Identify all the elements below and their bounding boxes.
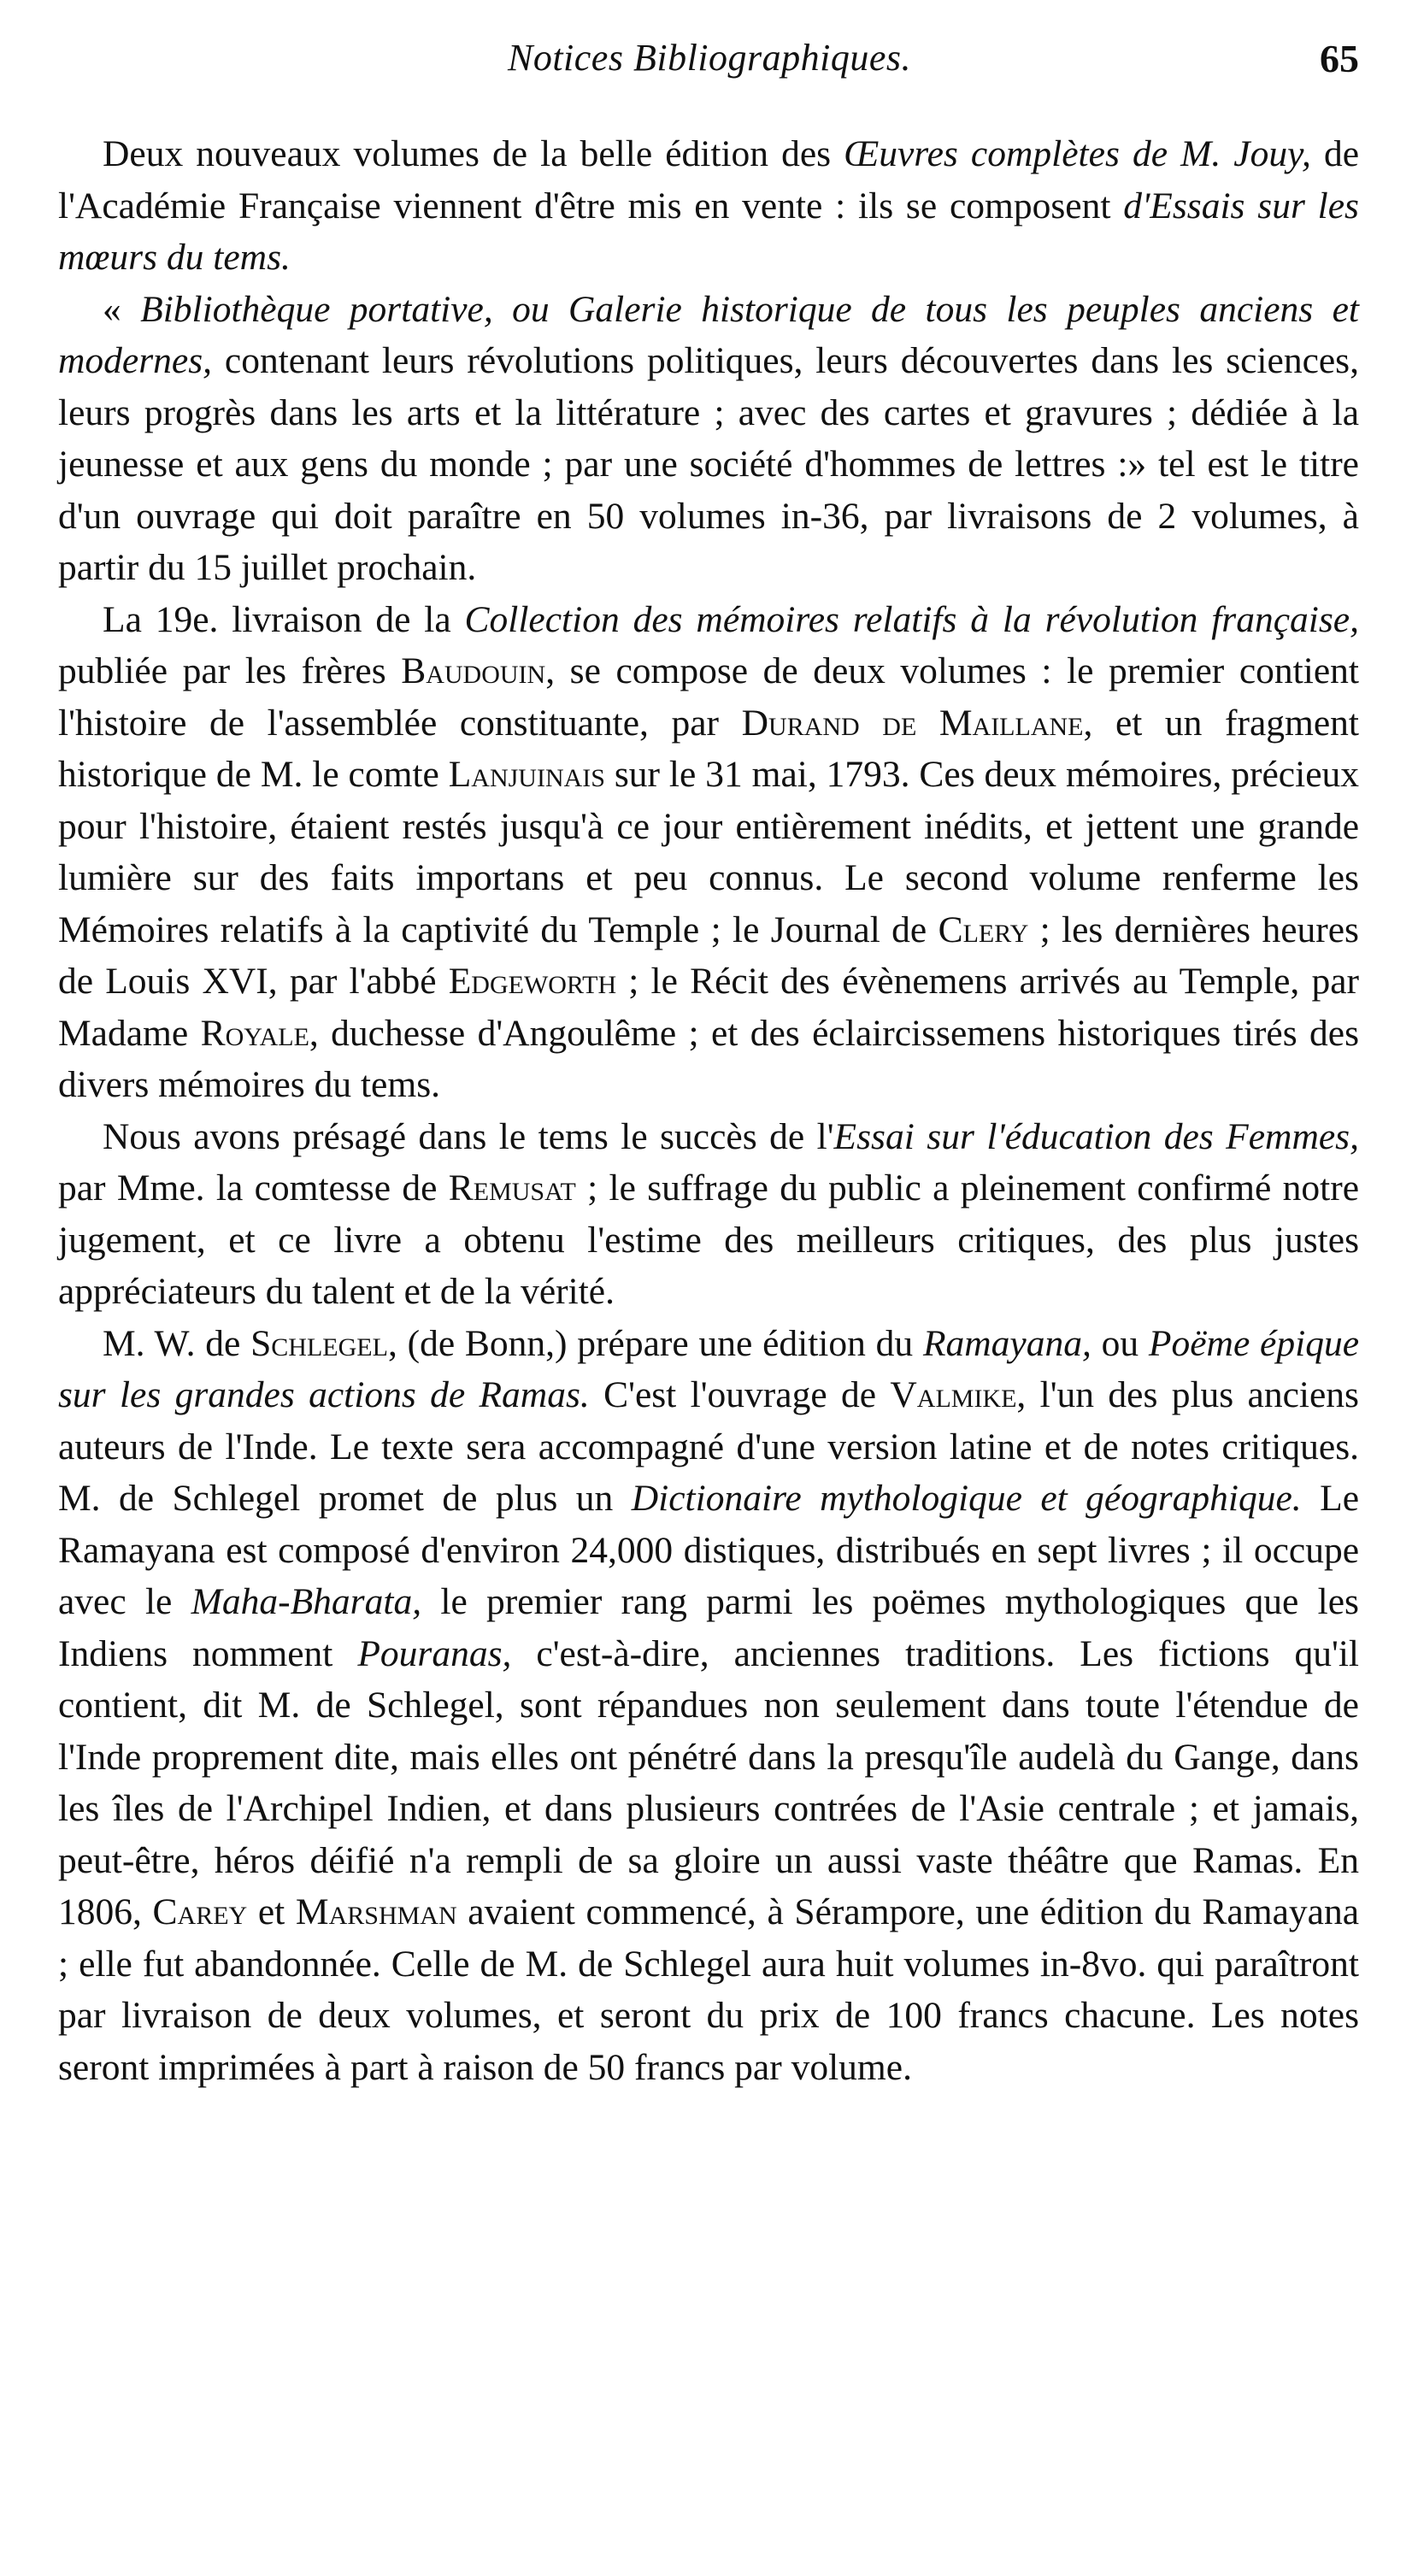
p2-work-title: Bibliothèque portative, ou Galerie historique de tous les peuples anciens et modernes, (58, 288, 1359, 381)
p3-text-2: publiée par les frères (58, 650, 402, 691)
p1-essay-title: d'Essais sur les mœurs du tems. (58, 185, 1359, 278)
p3-text-7: ; le Récit des évènemens arrivés au Temple, par Madame (58, 961, 1359, 1054)
p5-text-9: et (247, 1891, 296, 1932)
p3-text-1: La 19e. livraison de la (103, 598, 465, 640)
p5-text-2: , (de Bonn,) prépare une édition du (387, 1322, 923, 1364)
p5-dictionaire-title: Dictionaire mythologique et géographique. (631, 1478, 1302, 1519)
paragraph-bibliotheque-portative (58, 284, 1359, 594)
p3-name-clery: Clery (938, 909, 1029, 950)
p5-mahabharata-title: Maha-Bharata, (191, 1581, 422, 1622)
page-number: 65 (1320, 37, 1359, 80)
running-title: Notices Bibliographiques. (507, 37, 912, 79)
p4-text-2: par Mme. la comtesse de (58, 1167, 449, 1209)
paragraph-schlegel-ramayana (58, 1318, 1359, 2094)
paragraph-collection-memoires (58, 594, 1359, 1111)
p3-name-lanjuinais: Lanjuinais (448, 754, 605, 795)
p4-text-1: Nous avons présagé dans le tems le succès de l' (103, 1115, 834, 1157)
p3-text-8: , duchesse d'Angoulême ; et des éclaircissemens historiques tirés des divers mémoires du tems. (58, 1012, 1360, 1105)
p5-name-marshman: Marshman (295, 1891, 457, 1932)
p4-text-3: ; le suffrage du public a pleinement confirmé notre jugement, et ce livre a obtenu l'estime des meilleurs critiques, des plus justes appréciateurs du talent et de la vérité. (58, 1167, 1359, 1312)
p5-text-1: M. W. de (103, 1322, 251, 1364)
p3-name-baudouin: Baudouin (401, 650, 546, 691)
paragraph-jouy-works (58, 128, 1359, 284)
p2-text-1: contenant leurs révolutions politiques, leurs découvertes dans les sciences, leurs progrès dans les arts et la littérature ; avec des cartes et gravures ; dédiée à la jeunesse et aux gens du monde ; par une société d'hommes de lettres :» tel est le titre d'un ouvrage qui doit paraître en 50 volumes in-36, par livraisons de 2 volumes, à partir du 15 juillet prochain. (58, 340, 1359, 588)
p5-name-valmike: Valmike (890, 1374, 1017, 1415)
p3-text-5: sur le 31 mai, 1793. Ces deux mémoires, précieux pour l'histoire, étaient restés jusqu'à ce jour entièrement inédits, et jettent une grande lumière sur des faits importans et peu connus. Le second volume renferme les Mémoires relatifs à la captivité du Temple ; le Journal de (58, 754, 1359, 950)
paragraph-essai-education (58, 1111, 1359, 1318)
p5-pouranas-term: Pouranas, (357, 1632, 512, 1674)
p5-name-schlegel: Schlegel (250, 1322, 388, 1364)
p5-text-10: avaient commencé, à Sérampore, une édition du Ramayana ; elle fut abandonnée. Celle de M. de Schlegel aura huit volumes in-8vo. qui paraîtront par livraison de deux volumes, et seront du prix de 100 francs chacune. Les notes seront imprimées à part à raison de 50 francs par volume. (58, 1891, 1359, 2088)
p3-collection-title: Collection des mémoires relatifs à la révolution française, (464, 598, 1359, 640)
running-head (60, 36, 1359, 96)
text-body (58, 128, 1359, 2093)
p3-name-royale: Royale (200, 1012, 309, 1054)
p5-poeme-title: Poëme épique sur les grandes actions de Ramas. (58, 1322, 1359, 1415)
p4-name-remusat: Remusat (448, 1167, 576, 1209)
p3-text-6: ; les dernières heures de Louis XVI, par l'abbé (58, 909, 1359, 1002)
p5-name-carey: Carey (152, 1891, 248, 1932)
p5-ramayana-title: Ramayana, (922, 1322, 1091, 1364)
p5-text-7: le premier rang parmi les poëmes mythologiques que les Indiens nomment (58, 1581, 1359, 1674)
p5-text-6: Le Ramayana est composé d'environ 24,000 distiques, distribués en sept livres ; il occupe avec le (58, 1478, 1360, 1622)
p1-work-title: Œuvres complètes de M. Jouy, (844, 133, 1311, 174)
p3-text-4: , et un fragment historique de M. le comte (58, 702, 1359, 795)
p1-text-1: Deux nouveaux volumes de la belle édition des (103, 133, 844, 174)
p5-text-3: ou (1091, 1322, 1149, 1364)
p5-text-5: , l'un des plus anciens auteurs de l'Inde. Le texte sera accompagné d'une version latine et de notes critiques. M. de Schlegel promet de plus un (58, 1374, 1359, 1519)
p4-essay-title: Essai sur l'éducation des Femmes, (833, 1115, 1359, 1157)
p3-text-3: , se compose de deux volumes : le premier contient l'histoire de l'assemblée constituante, par (58, 650, 1359, 744)
p3-name-durand: Durand de Maillane (741, 702, 1084, 744)
p5-text-8: c'est-à-dire, anciennes traditions. Les fictions qu'il contient, dit M. de Schlegel, sont répandues non seulement dans toute l'étendue de l'Inde proprement dite, mais elles ont pénétré dans la presqu'île audelà du Gange, dans les îles de l'Archipel Indien, et dans plusieurs contrées de l'Asie centrale ; et jamais, peut-être, héros déifié n'a rempli de sa gloire un aussi vaste théâtre que Ramas. En 1806, (58, 1632, 1360, 1932)
p2-quote-mark: « (103, 288, 141, 330)
p1-text-2: de l'Académie Française viennent d'être mis en vente : ils se composent (58, 133, 1360, 226)
p5-text-4: C'est l'ouvrage de (589, 1374, 891, 1415)
p3-name-edgeworth: Edgeworth (448, 961, 617, 1002)
